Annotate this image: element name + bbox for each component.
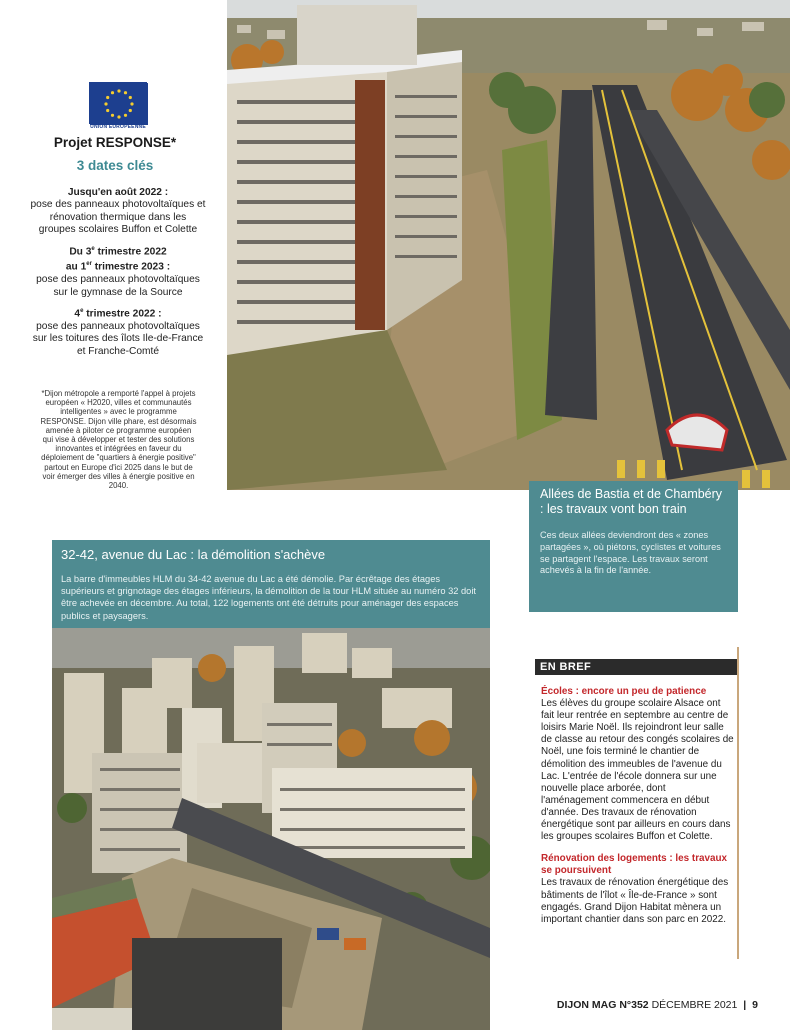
project-title: Projet RESPONSE* [53, 135, 177, 150]
footer-date: DÉCEMBRE 2021 [651, 999, 738, 1011]
bref-item-1-title: Écoles : encore un peu de patience [541, 686, 707, 697]
en-bref-rule [737, 647, 739, 959]
key-dates-list [30, 187, 206, 364]
key-date-1-text: pose des panneaux photovoltaïques et rénovation thermique dans les groupes scolaires Buffon et Colette [30, 199, 206, 236]
eu-flag-logo [89, 82, 147, 124]
key-date-1-date: Jusqu'en août 2022 : [67, 187, 169, 198]
lac-body: La barre d'immeubles HLM du 34-42 avenue du Lac a été démolie. Par écrêtage des étages supérieurs et grignotage des étages inférieurs, la démolition de la tour HLM située au numéro 32 doit être achevée en décembre. Au total, 122 logements ont été détruits pour aménager des espaces publics et paysagers. [61, 574, 476, 621]
key-date-3-text: pose des panneaux photovoltaïques sur les toitures des îlots Ile-de-France et Franche-Comté [32, 320, 204, 357]
boulevard-aerial-photo [227, 0, 790, 490]
bastia-body: Ces deux allées deviendront des « zones partagées », où piétons, cyclistes et voitures se partagent l'espace. Les travaux seront achevés à la fin de l'année. [540, 530, 721, 576]
bref-item-2-title: Rénovation des logements : les travaux se poursuivent [541, 853, 728, 877]
en-bref-label: EN BREF [535, 659, 737, 675]
footer-separator: | [743, 999, 747, 1011]
key-date-3-date: 4e trimestre 2022 : [74, 308, 162, 320]
page-footer [557, 999, 758, 1011]
bref-item-1-text: Les élèves du groupe scolaire Alsace ont fait leur rentrée en septembre au centre de loisirs Marie Noël. Ils rejoindront leur salle de classe au retour des congés scolaires de Noël, une fois terminé le chantier de démolition des immeubles de l'avenue du Lac. L'entrée de l'école donnera sur une nouvelle place arborée, dont l'aménagement commencera en début d'année. Des travaux de rénovation énergétique sont par ailleurs en cours dans les groupes scolaires Buffon et Colette. [541, 698, 734, 843]
project-subtitle: 3 dates clés [76, 158, 154, 173]
response-footnote: *Dijon métropole a remporté l'appel à projets européen « H2020, villes et communautés intelligentes » avec le programme RESPONSE. Dijon ville phare, est désormais amenée à piloter ce programme européen qui vise à développer et tester des solutions innovantes et intégrées en faveur du déploiement de "quartiers à énergie positive" partout en Europe d'ici 2025 dans le but de voir émerger des villes à énergie positive en 2040. [40, 389, 197, 491]
page-number: 9 [752, 999, 758, 1011]
en-bref-body [541, 686, 734, 936]
eu-caption: UNION EUROPÉENNE [90, 124, 146, 130]
bastia-heading: Allées de Bastia et de Chambéry : les travaux vont bon train [540, 487, 723, 516]
footer-magazine: DIJON MAG N°352 [556, 999, 649, 1011]
key-date-2-text: pose des panneaux photovoltaïques sur le gymnase de la Source [36, 274, 200, 298]
lac-heading: 32-42, avenue du Lac : la démolition s'achève [61, 547, 326, 562]
lac-caption-box [52, 540, 490, 628]
key-date-2-date: Du 3e trimestre 2022 au 1er trimestre 2023 : [65, 245, 171, 273]
bref-item-2-text: Les travaux de rénovation énergétique des bâtiments de l'îlot « Île-de-France » sont engagés. Grand Dijon Habitat mènera un important chantier dans son parc en 2022. [541, 877, 729, 925]
bastia-caption-box [529, 481, 738, 612]
demolition-aerial-photo [52, 628, 490, 1030]
